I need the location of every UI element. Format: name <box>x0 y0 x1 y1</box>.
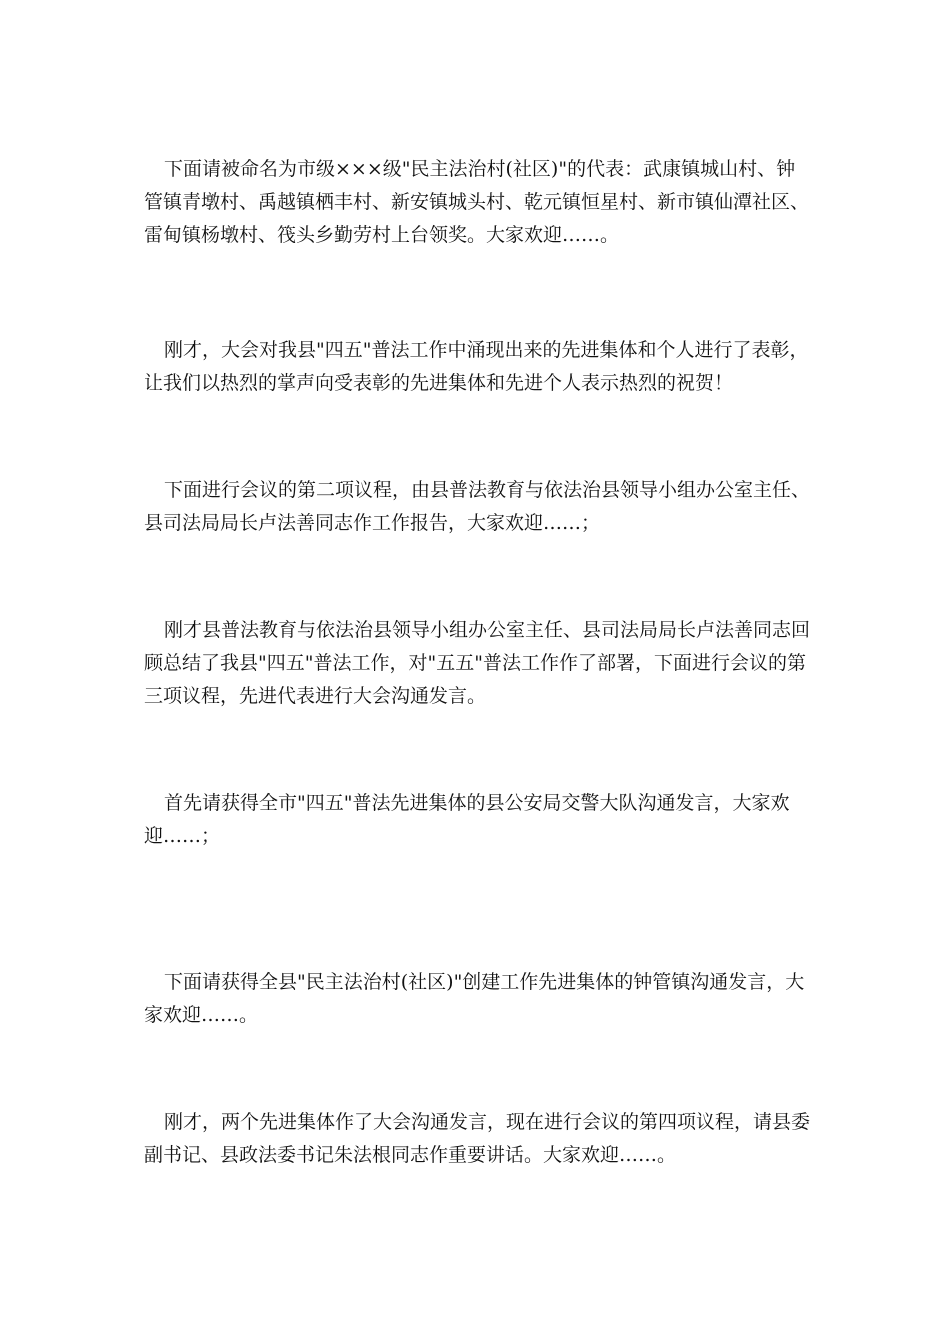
paragraph-award-representatives: 下面请被命名为市级×××级"民主法治村(社区)"的代表：武康镇城山村、钟管镇青墩村、禹越镇栖丰村、新安镇城头村、乾元镇恒星村、新市镇仙潭社区、雷甸镇杨墩村、筏头乡勤劳村上台领奖。大家欢迎……。 <box>144 158 810 246</box>
paragraph-zhongguan-town-speech: 下面请获得全县"民主法治村(社区)"创建工作先进集体的钟管镇沟通发言，大家欢迎……。 <box>144 971 805 1026</box>
paragraph-second-agenda-item: 下面进行会议的第二项议程，由县普法教育与依法治县领导小组办公室主任、县司法局局长卢法善同志作工作报告，大家欢迎……； <box>144 479 811 534</box>
paragraph-congratulations: 刚才，大会对我县"四五"普法工作中涌现出来的先进集体和个人进行了表彰，让我们以热烈的掌声向受表彰的先进集体和先进个人表示热烈的祝贺！ <box>144 339 809 394</box>
paragraph-third-agenda-item: 刚才县普法教育与依法治县领导小组办公室主任、县司法局局长卢法善同志回顾总结了我县"四五"普法工作，对"五五"普法工作作了部署，下面进行会议的第三项议程，先进代表进行大会沟通发言。 <box>144 619 811 707</box>
paragraph-traffic-police-speech: 首先请获得全市"四五"普法先进集体的县公安局交警大队沟通发言，大家欢迎……； <box>144 792 790 847</box>
paragraph-fourth-agenda-item: 刚才，两个先进集体作了大会沟通发言，现在进行会议的第四项议程，请县委副书记、县政法委书记朱法根同志作重要讲话。大家欢迎……。 <box>144 1111 811 1166</box>
